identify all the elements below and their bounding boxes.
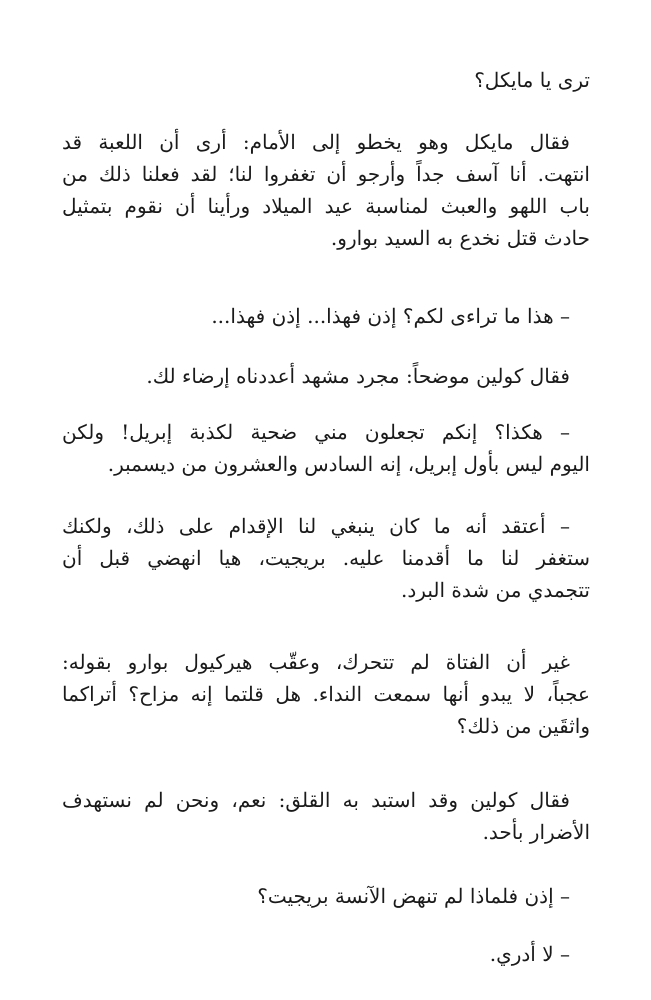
text-line: – إذن فلماذا لم تنهض الآنسة بريجيت؟ [257,884,570,908]
text-line: حادث قتل نخدع به السيد بوارو. [330,226,590,250]
paragraph [62,64,590,96]
paragraph [62,646,590,742]
text-line: عجباً، لا يبدو أنها سمعت النداء. هل قلتما إنه مزاح؟ أتراكما [62,682,590,706]
paragraph [62,360,590,392]
text-line: الأضرار بأحد. [482,820,590,844]
text-line: انتهت. أنا آسف جداً وأرجو أن تغفروا لنا؛ لقد فعلنا ذلك من [62,162,590,186]
text-line: اليوم ليس بأول إبريل، إنه السادس والعشرون من ديسمبر. [107,452,590,476]
text-line: فقال كولين موضحاً: مجرد مشهد أعددناه إرضاء لك. [146,364,570,388]
text-line: ترى يا مايكل؟ [474,68,590,92]
text-line: – أعتقد أنه ما كان ينبغي لنا الإقدام على ذلك، ولكنك [62,514,570,538]
text-line: ستغفر لنا ما أقدمنا عليه. بريجيت، هيا انهضي قبل أن [62,546,590,570]
text-line: – هكذا؟ إنكم تجعلون مني ضحية لكذبة إبريل! ولكن [62,420,570,444]
paragraph [62,126,590,254]
text-line: – لا أدري. [489,942,570,966]
paragraph [62,938,590,970]
text-line: غير أن الفتاة لم تتحرك، وعقّب هيركيول بوارو بقوله: [62,650,570,674]
paragraph [62,880,590,912]
text-line: – هذا ما تراءى لكم؟ إذن فهذا... إذن فهذا... [211,304,570,328]
paragraph [62,416,590,480]
text-line: فقال كولين وقد استبد به القلق: نعم، ونحن لم نستهدف [62,788,570,812]
text-line: باب اللهو والعبث لمناسبة عيد الميلاد ورأينا أن نقوم بتمثيل [62,194,590,218]
text-line: تتجمدي من شدة البرد. [401,578,590,602]
text-line: واثقَين من ذلك؟ [456,714,590,738]
paragraph [62,510,590,606]
text-line: فقال مايكل وهو يخطو إلى الأمام: أرى أن اللعبة قد [62,130,570,154]
paragraph [62,784,590,848]
paragraph [62,300,590,332]
